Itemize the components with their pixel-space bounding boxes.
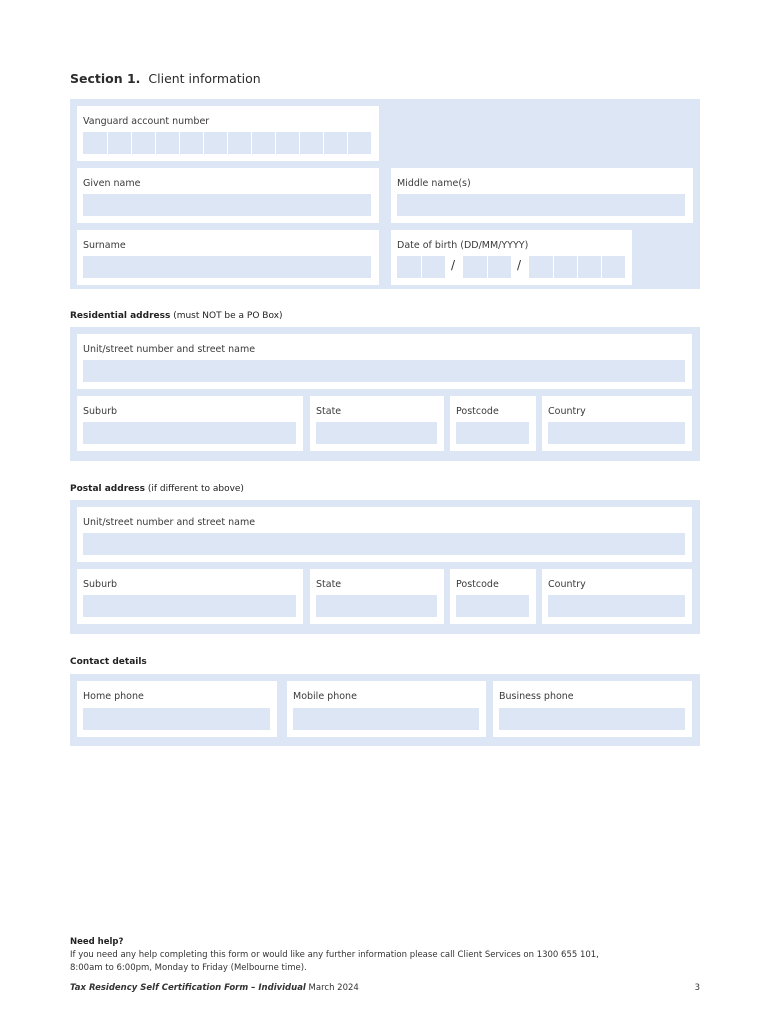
middle-names-field[interactable] — [397, 194, 685, 216]
surname-field[interactable] — [83, 256, 371, 278]
postal-heading: Postal address (if different to above) — [70, 484, 244, 494]
middle-names-label: Middle name(s) — [397, 178, 471, 189]
residential-street-card — [77, 334, 692, 389]
residential-country-card — [542, 396, 692, 451]
postal-street-card — [77, 507, 692, 562]
home-phone-label: Home phone — [83, 691, 144, 702]
residential-state-card — [310, 396, 444, 451]
footer-title — [70, 983, 359, 993]
residential-suburb-field[interactable] — [83, 422, 296, 444]
postal-street-field[interactable] — [83, 533, 685, 555]
given-name-field[interactable] — [83, 194, 371, 216]
postal-suburb-card — [77, 569, 303, 624]
postal-country-card — [542, 569, 692, 624]
account-number-label: Vanguard account number — [83, 116, 210, 127]
postal-postcode-card — [450, 569, 536, 624]
suburb-label: Suburb — [83, 579, 118, 590]
page-number: 3 — [694, 983, 700, 993]
mobile-phone-field[interactable] — [293, 708, 479, 730]
country-label: Country — [548, 579, 586, 590]
given-name-card — [77, 168, 379, 223]
contact-panel — [70, 674, 700, 746]
dob-year-field[interactable] — [529, 256, 625, 278]
business-phone-field[interactable] — [499, 708, 685, 730]
postal-postcode-field[interactable] — [456, 595, 529, 617]
state-label: State — [316, 579, 342, 590]
business-phone-card — [493, 681, 692, 737]
residential-panel — [70, 327, 700, 461]
street-label: Unit/street number and street name — [83, 517, 256, 528]
account-number-card — [77, 106, 379, 161]
business-phone-label: Business phone — [499, 691, 574, 702]
street-label: Unit/street number and street name — [83, 344, 256, 355]
help-heading: Need help? — [70, 937, 124, 947]
residential-heading: Residential address (must NOT be a PO Box) — [70, 311, 283, 321]
form-title: Tax Residency Self Certification Form – Individual — [70, 983, 306, 993]
residential-postcode-field[interactable] — [456, 422, 529, 444]
help-text-line: 8:00am to 6:00pm, Monday to Friday (Melbourne time). — [70, 963, 307, 973]
middle-names-card — [391, 168, 693, 223]
residential-country-field[interactable] — [548, 422, 685, 444]
section-name: Client information — [148, 71, 261, 86]
postcode-label: Postcode — [456, 579, 499, 590]
dob-month-field[interactable] — [463, 256, 511, 278]
account-number-field[interactable] — [83, 132, 371, 154]
state-label: State — [316, 406, 342, 417]
section-number: Section 1. — [70, 71, 141, 86]
form-date: March 2024 — [305, 983, 359, 993]
mobile-phone-card — [287, 681, 486, 737]
given-name-label: Given name — [83, 178, 141, 189]
suburb-label: Suburb — [83, 406, 118, 417]
postal-state-field[interactable] — [316, 595, 437, 617]
surname-card — [77, 230, 379, 285]
surname-label: Surname — [83, 240, 126, 251]
section-title — [70, 71, 261, 86]
residential-postcode-card — [450, 396, 536, 451]
postal-suburb-field[interactable] — [83, 595, 296, 617]
home-phone-field[interactable] — [83, 708, 270, 730]
postal-panel — [70, 500, 700, 634]
dob-card — [391, 230, 632, 285]
residential-street-field[interactable] — [83, 360, 685, 382]
contact-heading: Contact details — [70, 657, 147, 667]
country-label: Country — [548, 406, 586, 417]
residential-suburb-card — [77, 396, 303, 451]
home-phone-card — [77, 681, 277, 737]
dob-day-field[interactable] — [397, 256, 445, 278]
postal-country-field[interactable] — [548, 595, 685, 617]
mobile-phone-label: Mobile phone — [293, 691, 357, 702]
dob-separator: / — [517, 258, 522, 272]
help-text-line: If you need any help completing this form or would like any further information please call Client Services on 1300 655 101, — [70, 950, 599, 960]
postal-state-card — [310, 569, 444, 624]
dob-separator: / — [451, 258, 456, 272]
client-info-panel — [70, 99, 700, 289]
dob-label: Date of birth (DD/MM/YYYY) — [397, 240, 529, 251]
residential-state-field[interactable] — [316, 422, 437, 444]
postcode-label: Postcode — [456, 406, 499, 417]
